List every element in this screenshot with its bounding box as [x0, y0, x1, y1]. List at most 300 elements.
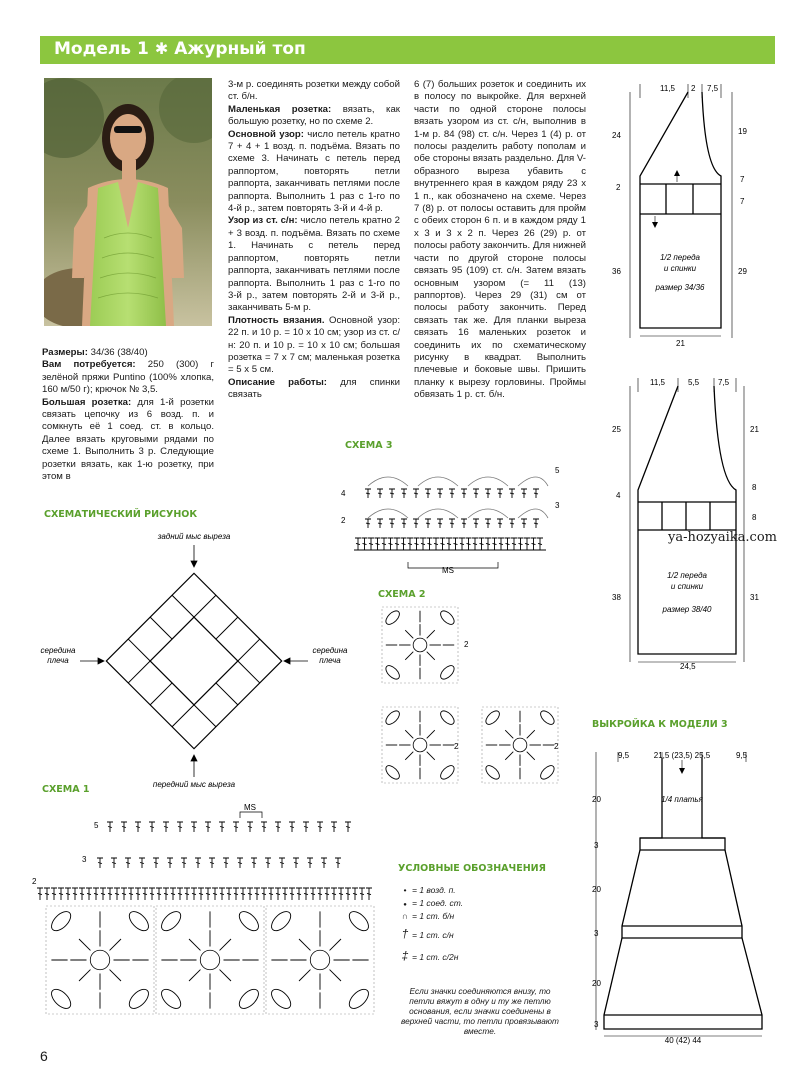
dim: 29 — [738, 267, 747, 276]
paragraph — [228, 129, 400, 216]
stitch-symbol — [531, 538, 537, 550]
stitch-symbol — [472, 538, 478, 550]
scheme-2-chart — [378, 603, 578, 808]
stitch-symbol — [209, 858, 215, 868]
paragraph — [42, 347, 214, 359]
stitch-symbol — [498, 538, 504, 550]
stitch-symbol — [107, 888, 113, 900]
dim: 11,5 — [650, 378, 665, 387]
stitch-symbol — [440, 538, 446, 550]
stitch-symbol — [433, 538, 439, 550]
stitch-symbol — [427, 730, 435, 738]
stitch-symbol — [492, 538, 498, 550]
section-title-schematic: СХЕМАТИЧЕСКИЙ РИСУНОК — [44, 509, 198, 520]
stitch-symbol — [79, 970, 90, 981]
stitch-symbol — [425, 489, 431, 498]
stitch-symbol — [473, 489, 479, 498]
stitch-symbol — [223, 858, 229, 868]
dim: 7 — [740, 175, 745, 184]
stitch-symbol — [48, 986, 74, 1012]
stitch-symbol — [533, 489, 539, 498]
paragraph — [228, 315, 400, 377]
stitch-symbol — [158, 908, 184, 934]
stitch-symbol — [438, 709, 456, 727]
stitch-symbol — [427, 538, 433, 550]
stitch-symbol — [268, 986, 294, 1012]
stitch-symbol — [48, 908, 74, 934]
stitch-symbol — [527, 730, 535, 738]
stitch-symbol — [461, 489, 467, 498]
stitch-symbol — [438, 663, 456, 681]
schematic-label-right-2: плеча — [319, 656, 341, 665]
stitch-symbol — [156, 888, 162, 900]
stitch-symbol — [293, 858, 299, 868]
legend-item — [398, 911, 454, 921]
dim: 2 — [616, 183, 621, 192]
dim: 3 — [594, 929, 599, 938]
stitch-symbol — [505, 752, 513, 760]
paragraph-label: Плотность вязания. — [228, 314, 325, 326]
stitch-symbol — [236, 986, 262, 1012]
text-column-2 — [228, 79, 400, 402]
dim: 40 (42) 44 — [664, 1036, 702, 1045]
paragraph — [228, 104, 400, 129]
stitch-symbol — [449, 489, 455, 498]
single-crochet-icon: ∩ — [401, 911, 409, 921]
stitch-symbol — [338, 888, 344, 900]
paragraph-text: 34/36 (38/40) — [87, 347, 148, 358]
stitch-symbol — [65, 888, 71, 900]
stitch-symbol — [51, 888, 57, 900]
stitch-symbol — [413, 519, 419, 528]
paragraph-label: Основной узор: — [228, 128, 304, 140]
stitch-symbol — [268, 908, 294, 934]
stitch-symbol — [212, 888, 218, 900]
note-line: петли вяжут в одну и ту же петлю — [409, 996, 551, 1006]
stitch-symbol — [79, 888, 85, 900]
stitch-symbol — [163, 888, 169, 900]
stitch-symbol — [268, 888, 274, 900]
page-title — [54, 39, 306, 59]
stitch-symbol — [135, 888, 141, 900]
section-title-legend: УСЛОВНЫЕ ОБОЗНАЧЕНИЯ — [398, 863, 546, 874]
dim: 3 — [594, 841, 599, 850]
stitch-symbol — [205, 888, 211, 900]
dim: 4 — [616, 491, 621, 500]
stitch-symbol — [330, 970, 341, 981]
stitch-symbol — [485, 489, 491, 498]
scheme-1-chart — [30, 800, 380, 1045]
paragraph — [414, 79, 586, 402]
note-line: Если значки соединяются внизу, то — [409, 986, 551, 996]
paragraph-text: для 1-й розетки связать цепочку из 6 возд. п. и сомкнуть её 1 соед. ст. в кольцо. Далее вязать круговыми рядами по схеме 1. Выполнить 3 р. Следующие розетки вязать, как 1-ю розетку, при этом в — [42, 396, 214, 483]
stitch-symbol — [86, 888, 92, 900]
stitch-symbol — [521, 489, 527, 498]
stitch-symbol — [438, 763, 456, 781]
stitch-symbol — [414, 538, 420, 550]
stitch-symbol — [377, 519, 383, 528]
scheme1-row-3: 3 — [82, 855, 87, 864]
stitch-symbol — [485, 538, 491, 550]
stitch-symbol — [163, 822, 169, 832]
stitch-symbol — [261, 822, 267, 832]
stitch-symbol — [158, 986, 184, 1012]
scheme3-row-4: 4 — [341, 489, 346, 498]
stitch-symbol — [389, 489, 395, 498]
stitch-symbol — [365, 489, 371, 498]
stitch-symbol — [324, 888, 330, 900]
stitch-symbol — [524, 538, 530, 550]
legend-item — [398, 949, 458, 963]
stitch-symbol — [198, 888, 204, 900]
stitch-symbol — [121, 888, 127, 900]
dim: 3 — [594, 1020, 599, 1029]
stitch-symbol — [303, 822, 309, 832]
stitch-symbol — [72, 888, 78, 900]
stitch-symbol — [275, 822, 281, 832]
schematic-label-bottom: передний мыс выреза — [152, 780, 236, 789]
stitch-symbol — [401, 489, 407, 498]
dim: 7,5 — [707, 84, 719, 93]
stitch-symbol — [220, 939, 231, 950]
stitch-symbol — [466, 538, 472, 550]
stitch-symbol — [473, 519, 479, 528]
stitch-symbol — [181, 858, 187, 868]
dim: 20 — [592, 885, 601, 894]
watermark: ya-hozyaika.com — [668, 530, 777, 545]
stitch-symbol — [425, 519, 431, 528]
stitch-symbol — [355, 538, 361, 550]
stitch-symbol — [527, 752, 535, 760]
stitch-symbol — [247, 822, 253, 832]
page-number: 6 — [40, 1048, 48, 1064]
stitch-symbol — [509, 489, 515, 498]
paragraph-text: вязать, как большую розетку, но по схеме 2. — [228, 103, 400, 128]
legend-text: = 1 ст. с/н — [412, 930, 454, 940]
scheme2-row-number: 2 — [464, 640, 469, 649]
pattern-model-3 — [590, 740, 790, 1045]
stitch-symbol — [437, 519, 443, 528]
stitch-symbol — [310, 950, 329, 969]
paragraph — [228, 377, 400, 402]
text-column-1 — [42, 347, 214, 483]
stitch-symbol — [317, 888, 323, 900]
section-title-scheme3: СХЕМА 3 — [345, 440, 393, 451]
stitch-symbol — [413, 489, 419, 498]
stitch-symbol — [538, 763, 556, 781]
stitch-symbol — [359, 888, 365, 900]
stitch-symbol — [384, 709, 402, 727]
stitch-symbol — [521, 519, 527, 528]
pattern-size-34-36 — [610, 78, 780, 348]
stitch-symbol — [237, 858, 243, 868]
stitch-symbol — [335, 858, 341, 868]
section-title-scheme1: СХЕМА 1 — [42, 784, 90, 795]
model-title: Ажурный топ — [174, 39, 306, 59]
stitch-symbol — [331, 822, 337, 832]
stitch-symbol — [142, 888, 148, 900]
stitch-symbol — [247, 888, 253, 900]
stitch-symbol — [533, 519, 539, 528]
stitch-symbol — [37, 888, 43, 900]
paragraph — [42, 359, 214, 396]
stitch-symbol — [189, 970, 200, 981]
stitch-symbol — [427, 630, 435, 638]
dim: 20 — [592, 795, 601, 804]
dim: 7 — [740, 197, 745, 206]
stitch-symbol — [79, 939, 90, 950]
legend-text: = 1 ст. с/2н — [412, 952, 459, 962]
stitch-symbol — [459, 538, 465, 550]
stitch-symbol — [240, 888, 246, 900]
stitch-symbol — [413, 738, 427, 752]
stitch-symbol — [153, 858, 159, 868]
title-banner — [40, 36, 775, 64]
stitch-symbol — [485, 519, 491, 528]
stitch-symbol — [139, 858, 145, 868]
stitch-symbol — [330, 939, 341, 950]
scheme1-row-2: 2 — [32, 877, 37, 886]
dim: 5,5 — [688, 378, 700, 387]
stitch-symbol — [110, 939, 121, 950]
scheme1-ms-label: MS — [244, 803, 256, 812]
stitch-symbol — [394, 538, 400, 550]
stitch-symbol — [405, 630, 413, 638]
stitch-symbol — [275, 888, 281, 900]
stitch-symbol — [427, 652, 435, 660]
stitch-symbol — [184, 888, 190, 900]
treble-crochet-icon: ‡ — [401, 949, 409, 963]
dim: 8 — [752, 483, 757, 492]
scheme2-row-number: 2 — [454, 742, 459, 751]
stitch-symbol — [317, 822, 323, 832]
stitch-symbol — [366, 888, 372, 900]
stitch-symbol — [90, 950, 109, 969]
model-photo — [44, 78, 212, 326]
paragraph-text: 6 (7) больших розеток и соединить их в полосу по выкройке. Для верхней части по одной стороне полосы вязать узором из ст. с/н, выполнив в 1-м р. 84 (98) ст. с/н. Через 1 (4) р. от полосы разделить работу пополам и обе стороны вязать раздельно. Для V-образного выреза убавить с внутреннего края в каждом ряду 23 х 1 п., как обозначено на схеме. Через 7 (8) р. от полосы оставить для пройм с обеих сторон 6 п. и в каждом ряду 1 х 3 и 3 х 2 п. Через 26 (29) р. от полосы работу закончить. Для нижней части по другой стороне полосы связать 95 (109) ст. с/н. Затем вязать основным узором (= 11 (13) раппортов). Через 29 (31) см от полосы работу закончить. Перед связать так же. Для планки выреза связать 16 маленьких розеток и соединить их по схематическому рисунку в квадрат. Выполнить плечевые и боковые швы. Пришить планку к вырезу горловины. Проймы обвязать 1 р. ст. б/н. — [414, 79, 586, 401]
dim: 36 — [612, 267, 621, 276]
dim: 19 — [738, 127, 747, 136]
stitch-symbol — [513, 738, 527, 752]
stitch-symbol — [438, 609, 456, 627]
stitch-symbol — [413, 638, 427, 652]
dim: 38 — [612, 593, 621, 602]
scheme1-row-5: 5 — [94, 821, 99, 830]
stitch-symbol — [407, 538, 413, 550]
stitch-symbol — [97, 858, 103, 868]
stitch-symbol — [189, 939, 200, 950]
stitch-symbol — [279, 858, 285, 868]
stitch-symbol — [331, 888, 337, 900]
stitch-symbol — [111, 858, 117, 868]
paragraph-text: число петель кратно 7 + 4 + 1 возд. п. подъёма. Вязать по схеме 3. Начинать с петель перед раппортом, повторять петли раппорта, заканчивать петлями после раппорта. Выполнить 1 раз с 1-го по 4-й р., затем повторять 3-й и 4-й р. — [228, 128, 400, 215]
schematic-label-left-2: плеча — [47, 656, 69, 665]
stitch-symbol — [377, 489, 383, 498]
legend-text: = 1 соед. ст. — [412, 898, 464, 908]
stitch-symbol — [381, 538, 387, 550]
note-line: верхней части, то петли провязывают — [401, 1016, 559, 1026]
stitch-symbol — [362, 538, 368, 550]
paragraph-label: Маленькая розетка: — [228, 103, 332, 115]
stitch-symbol — [219, 888, 225, 900]
stitch-symbol — [365, 519, 371, 528]
paragraph — [228, 215, 400, 314]
stitch-symbol — [114, 888, 120, 900]
dim: 20 — [592, 979, 601, 988]
stitch-symbol — [352, 888, 358, 900]
stitch-symbol — [346, 986, 372, 1012]
stitch-symbol — [303, 888, 309, 900]
schematic-diagram — [30, 525, 350, 790]
stitch-symbol — [497, 519, 503, 528]
stitch-symbol — [388, 538, 394, 550]
stitch-symbol — [58, 888, 64, 900]
stitch-symbol — [128, 888, 134, 900]
stitch-symbol — [289, 822, 295, 832]
stitch-symbol — [205, 822, 211, 832]
stitch-symbol — [405, 652, 413, 660]
section-title-pattern3: ВЫКРОЙКА К МОДЕЛИ 3 — [592, 719, 728, 730]
stitch-symbol — [233, 822, 239, 832]
stitch-symbol — [107, 822, 113, 832]
stitch-symbol — [177, 888, 183, 900]
stitch-symbol — [135, 822, 141, 832]
stitch-symbol — [44, 888, 50, 900]
stitch-symbol — [321, 858, 327, 868]
stitch-symbol — [509, 519, 515, 528]
paragraph-text: Основной узор: 22 п. и 10 р. = 10 х 10 см; узор из ст. с/н: 20 п. и 10 р. = 10 х 10 см; большая розетка = 7 х 7 см; маленькая розетка = 5 х 5 см. — [228, 314, 400, 376]
stitch-symbol — [538, 709, 556, 727]
pattern-label: и спинки — [663, 264, 697, 273]
paragraph-label: Вам потребуется: — [42, 359, 136, 371]
stitch-symbol — [226, 888, 232, 900]
stitch-symbol — [497, 489, 503, 498]
section-title-scheme2: СХЕМА 2 — [378, 589, 426, 600]
stitch-symbol — [505, 730, 513, 738]
stitch-symbol — [345, 888, 351, 900]
dim: 8 — [752, 513, 757, 522]
stitch-symbol — [505, 538, 511, 550]
separator-icon: ✱ — [154, 39, 169, 58]
stitch-symbol — [219, 822, 225, 832]
legend-item — [398, 898, 463, 908]
scheme3-row-3: 3 — [555, 501, 560, 510]
schematic-label-top: задний мыс выреза — [157, 532, 231, 541]
stitch-symbol — [282, 888, 288, 900]
stitch-symbol — [405, 752, 413, 760]
paragraph-text: 250 (300) г зелёной пряжи Puntino (100% хлопка, 160 м/50 г); крючок № 3,5. — [42, 359, 214, 396]
stitch-symbol — [251, 858, 257, 868]
dim: 25 — [612, 425, 621, 434]
stitch-symbol — [401, 519, 407, 528]
paragraph-text: число петель кратно 2 + 3 возд. п. подъёма. Вязать по схеме 1. Начинать с петель перед раппортом, повторять петли раппорта, заканчивать петлями после раппорта. Выполнить 1 раз с 1-го по 3-й р., затем повторять 2-й и 3-й р., заканчивать 5-м р. — [228, 215, 400, 314]
pattern-size: размер 38/40 — [662, 605, 712, 614]
stitch-symbol — [233, 888, 239, 900]
slip-stitch-icon: ● — [403, 902, 407, 908]
schematic-label-left-1: середина — [40, 646, 76, 655]
stitch-symbol — [265, 858, 271, 868]
stitch-symbol — [289, 888, 295, 900]
paragraph — [42, 397, 214, 484]
stitch-symbol — [149, 888, 155, 900]
stitch-symbol — [310, 888, 316, 900]
paragraph-text: 3-м р. соединять розетки между собой ст. б/н. — [228, 79, 400, 103]
pattern-size: размер 34/36 — [655, 283, 705, 292]
stitch-symbol — [149, 822, 155, 832]
stitch-symbol — [191, 822, 197, 832]
stitch-symbol — [461, 519, 467, 528]
dim: 24 — [612, 131, 621, 140]
stitch-symbol — [307, 858, 313, 868]
dim: 21,5 (23,5) 25,5 — [653, 751, 711, 760]
stitch-symbol — [170, 888, 176, 900]
note-line: вместе. — [463, 1026, 497, 1036]
scheme3-ms-label: MS — [442, 566, 454, 575]
stitch-symbol — [126, 908, 152, 934]
dim: 21 — [750, 425, 759, 434]
schematic-label-right-1: середина — [312, 646, 348, 655]
stitch-symbol — [368, 538, 374, 550]
dim: 9,5 — [618, 751, 630, 760]
stitch-symbol — [93, 888, 99, 900]
paragraph-label: Описание работы: — [228, 376, 327, 388]
stitch-symbol — [345, 822, 351, 832]
stitch-symbol — [167, 858, 173, 868]
stitch-symbol — [449, 519, 455, 528]
stitch-symbol — [346, 908, 372, 934]
text-column-3 — [414, 79, 586, 402]
stitch-symbol — [195, 858, 201, 868]
scheme-3-chart — [338, 458, 568, 578]
paragraph-label: Размеры: — [42, 347, 88, 358]
legend-note — [372, 986, 588, 1036]
legend-item — [398, 885, 456, 895]
stitch-symbol — [401, 538, 407, 550]
stitch-symbol — [437, 489, 443, 498]
stitch-symbol — [220, 970, 231, 981]
stitch-symbol — [121, 822, 127, 832]
pattern-label: 1/4 платья — [661, 795, 703, 804]
scheme3-row-2: 2 — [341, 516, 346, 525]
stitch-symbol — [518, 538, 524, 550]
paragraph-text: для спинки связать — [228, 376, 400, 401]
stitch-symbol — [384, 763, 402, 781]
pattern-label: 1/2 переда — [660, 253, 700, 262]
dim: 9,5 — [736, 751, 748, 760]
stitch-symbol — [453, 538, 459, 550]
stitch-symbol — [384, 663, 402, 681]
chain-icon: • — [403, 885, 407, 895]
stitch-symbol — [299, 939, 310, 950]
legend-item — [398, 927, 454, 941]
pattern-label: 1/2 переда — [667, 571, 707, 580]
dim: 7,5 — [718, 378, 730, 387]
paragraph — [228, 79, 400, 104]
stitch-symbol — [236, 908, 262, 934]
stitch-symbol — [261, 888, 267, 900]
stitch-symbol — [299, 970, 310, 981]
stitch-symbol — [479, 538, 485, 550]
stitch-symbol — [126, 986, 152, 1012]
stitch-symbol — [296, 888, 302, 900]
paragraph-label: Большая розетка: — [42, 396, 132, 408]
double-crochet-icon: † — [401, 927, 409, 941]
dim: 2 — [691, 84, 696, 93]
stitch-symbol — [405, 730, 413, 738]
pattern-size-38-40 — [610, 372, 780, 672]
stitch-symbol — [420, 538, 426, 550]
stitch-symbol — [537, 538, 543, 550]
